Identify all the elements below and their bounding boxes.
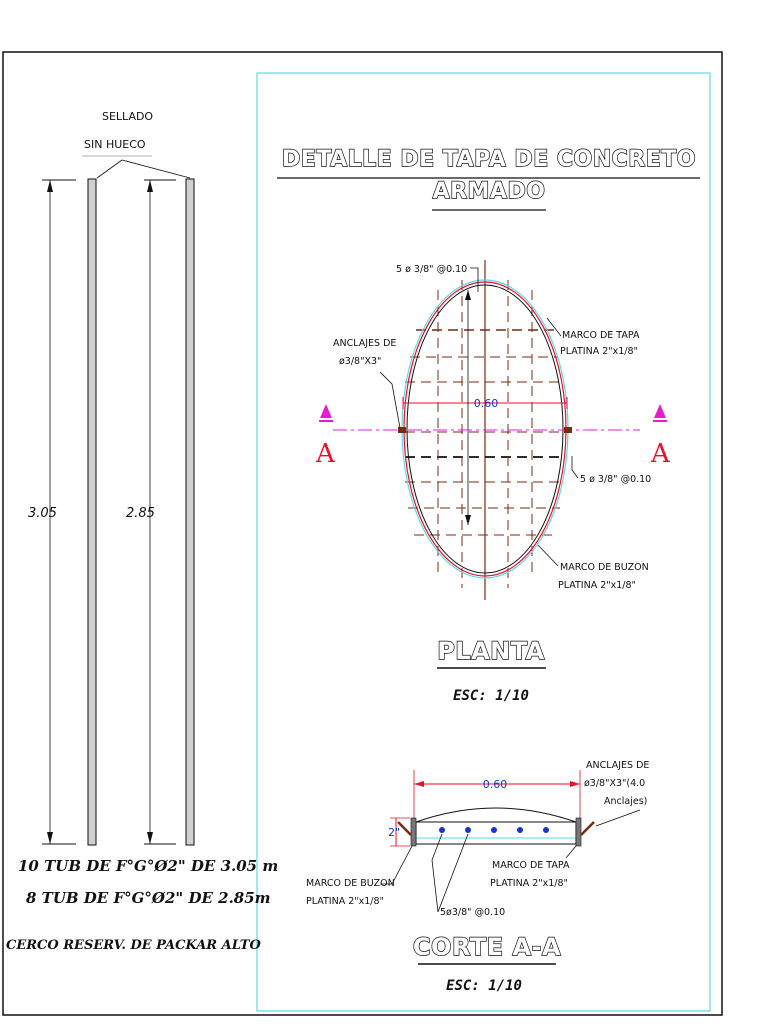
detail-border	[257, 73, 710, 1011]
section-view	[306, 760, 649, 994]
sealed-leader-left	[97, 160, 122, 178]
plan-heading: PLANTA	[437, 637, 545, 665]
dim-3.05: 3.05	[28, 506, 57, 521]
section-anchor-1: ANCLAJES DE	[586, 760, 650, 771]
slab-body	[416, 822, 576, 844]
frame-tapa-label-1: MARCO DE TAPA	[562, 330, 640, 341]
tube-2.85	[186, 179, 194, 845]
section-heading: CORTE A-A	[412, 933, 562, 961]
section-anchor-2: ø3/8"X3"(4.0	[584, 778, 646, 789]
plan-view	[315, 260, 671, 704]
section-frame-tapa-1: MARCO DE TAPA	[492, 860, 570, 871]
anchor-left	[398, 427, 406, 433]
frame-left	[411, 818, 416, 846]
rebar-side-label: 5 ø 3/8" @0.10	[580, 474, 652, 485]
section-scale: ESC: 1/10	[446, 978, 522, 994]
frame-tapa-label-2: PLATINA 2"x1/8"	[560, 346, 638, 357]
note-cerco: CERCO RESERV. DE PACKAR ALTO	[6, 938, 261, 953]
frame-buzon-label-2: PLATINA 2"x1/8"	[558, 580, 636, 591]
anchor-right	[564, 427, 572, 433]
section-width: 0.60	[482, 778, 508, 791]
sealed-label-2: SIN HUECO	[84, 138, 146, 151]
frame-buzon-label-1: MARCO DE BUZON	[560, 562, 649, 573]
anchor-label-1: ANCLAJES DE	[333, 338, 397, 349]
anchor-label-2: ø3/8"X3"	[339, 356, 382, 367]
section-label-right: A	[651, 439, 670, 469]
section-height: 2"	[388, 826, 401, 839]
section-marker-left	[320, 404, 332, 418]
section-frame-buzon-1: MARCO DE BUZON	[306, 878, 395, 889]
note-tubes-2: 8 TUB DE F°G°Ø2" DE 2.85m	[26, 889, 271, 907]
section-label-left: A	[316, 439, 335, 469]
detail-title	[277, 147, 700, 210]
slab-crown	[416, 808, 576, 822]
title-line-2: ARMADO	[432, 179, 546, 204]
sealed-leader-right	[122, 160, 190, 178]
sealed-label-1: SELLADO	[102, 110, 154, 123]
title-line-1: DETALLE DE TAPA DE CONCRETO	[282, 147, 696, 172]
frame-right	[576, 818, 581, 846]
section-frame-buzon-2: PLATINA 2"x1/8"	[306, 896, 384, 907]
plan-diameter: 0.60	[473, 397, 499, 410]
section-frame-tapa-2: PLATINA 2"x1/8"	[490, 878, 568, 889]
dim-2.85: 2.85	[126, 506, 155, 521]
section-marker-right	[654, 404, 666, 418]
tube-3.05	[88, 179, 96, 845]
section-rebar-label: 5ø3/8" @0.10	[440, 907, 506, 918]
rebar-top-label: 5 ø 3/8" @0.10	[396, 264, 468, 275]
note-tubes-1: 10 TUB DE F°G°Ø2" DE 3.05 m	[18, 857, 279, 875]
section-anchor-3: Anclajes)	[604, 796, 648, 807]
plan-scale: ESC: 1/10	[453, 688, 529, 704]
left-panel	[6, 110, 278, 953]
